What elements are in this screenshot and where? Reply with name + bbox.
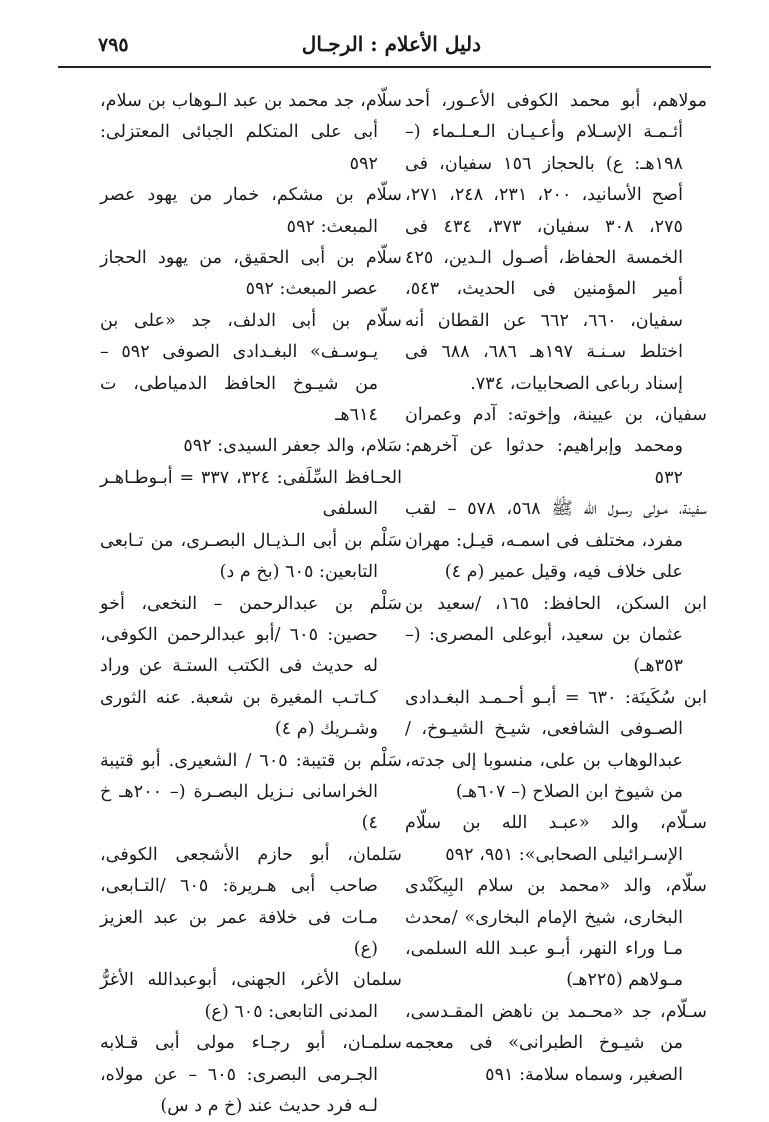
index-entry: سلّام بن مشكم، خمار من يهود عصر المبعث: ٥٩٢	[100, 185, 402, 237]
index-entry: سَلْم بن عبدالرحمن – النخعى، أخو حصين: ٦٠٥ /أبو عبدالرحمن الكوفى، له حديث فى الكتب الستـة عن وراد كـاتـب المغيرة بن شعبة. عنه الثورى وشـريك (م ٤)	[100, 593, 402, 740]
index-entry: الحـافظ السِّلَفى: ٣٢٤، ٣٣٧ = أبـوطـاهـر السلفى	[100, 467, 402, 520]
index-entry: سفينة، مـولى رسـول الله ﷺ ٥٦٨، ٥٧٨ – لقب مفرد، مختلف فى اسمـه، قيـل: مهران على خلاف فيه، وقيل عمير (م ٤)	[405, 499, 707, 583]
index-entry: سلمـان، أبو رجـاء مولى أبى قـلابه الجـرمى البصرى: ٦٠٥ – عن مولاه، لـه فرد حديث عند (خ م د س)	[100, 1033, 402, 1116]
index-entry: ابن السكن، الحافظ: ١٦٥، /سعيد بن عثمان بن سعيد، أبوعلى المصرى: (– ٣٥٣هـ)	[405, 593, 707, 677]
right-column	[405, 86, 707, 1091]
index-entry: سَلمان، أبو حازم الأشجعى الكوفى، صاحب أبى هـريرة: ٦٠٥ /التـابعى، مـات فى خلافة عمر بن عبد العزيز (ع)	[100, 844, 402, 959]
page-header	[58, 30, 711, 68]
index-entry: سلّام بن أبى الدلف، جد «على بن يـوسـف» البغـدادى الصوفى ٥٩٢ – من شيـوخ الحافظ الدمياطى، ت ٦١٤هـ	[100, 310, 402, 426]
index-entry: سَلام، والد جعفر السيدى: ٥٩٢	[183, 436, 402, 457]
index-entry: سَلْم بن أبى الـذيـال البصـرى، من تـابعى التابعين: ٦٠٥ (بخ م د)	[100, 530, 402, 583]
index-entry: ابن سُكَينَة: ٦٣٠ = أبـو أحـمـد البغـدادى الصـوفى الشافعى، شيـخ الشيـوخ، /عبدالوهاب بن على، منسوبا إلى جدته، من شيوخ ابن الصلاح (– ٦٠٧هـ)	[405, 687, 707, 802]
index-entry: سلمان الأغر، الجهنى، أبوعبدالله الأغرُّ المدنى التابعى: ٦٠٥ (ع)	[100, 970, 402, 1022]
index-entry: سـلّام، جد «محـمد بن ناهض المقـدسى، من شيـوخ الطبرانى» فى معجمه الصغير، وسماه سلامة: ٥٩١	[405, 1001, 707, 1085]
index-entry: مولاهم، أبو محمد الكوفى الأعـور، أحد أئـمـة الإسـلام وأعـيـان الـعـلـماء (– ١٩٨هـ: ع) بالحجاز ١٥٦ سفيان، فى أصح الأسانيد، ٢٠٠، ٢٣١، ٢٤٨، ٢٧١، ٢٧٥، ٣٠٨ سفيان، ٣٧٣، ٤٣٤ فى الخمسة الحفاظ، أصـول الـدين، ٤٢٥ أمير المؤمنين فى الحديث، ٥٤٣، سفيان، ٦٦٠، ٦٦٢ عن القطان أنه اختلط سـنـة ١٩٧هـ ٦٨٦، ٦٨٨ فى إسناد رباعى الصحابيات، ٧٣٤.	[405, 91, 707, 394]
page-number: ٧٩٥	[98, 34, 129, 56]
running-title: دليل الأعلام : الرجـال	[301, 32, 481, 56]
index-entry: سَلْم بن قتيبة: ٦٠٥ / الشعيرى. أبو قتيبة الخراسانى نـزيل البصـرة (– ٢٠٠هـ خ ٤)	[100, 750, 402, 834]
index-entry: سـلّام، والد «عبـد الله بن سلّام الإسـرائيلى الصحابى»: ٩٥١، ٥٩٢	[405, 813, 707, 865]
index-entry: سلّام بن أبى الحقيق، من يهود الحجاز عصر المبعث: ٥٩٢	[100, 248, 402, 300]
left-column	[100, 86, 402, 1122]
index-entry: سلّام، والد «محمد بن سلام البِيكَنْدى البخارى، شيخ الإمام البخارى» /محدث مـا وراء النهر، أبـو عبـد الله السلمى، مـولاهم (٢٢٥هـ)	[405, 876, 707, 991]
index-entry: سلّام، جد محمد بن عبد الـوهاب بن سلام، أبى على المتكلم الجبائى المعتزلى: ٥٩٢	[100, 91, 402, 174]
index-entry: سفيان، بن عيينة، وإخوته: آدم وعمران ومحمد وإبراهيم: حدثوا عن آخرهم: ٥٣٢	[405, 405, 707, 488]
